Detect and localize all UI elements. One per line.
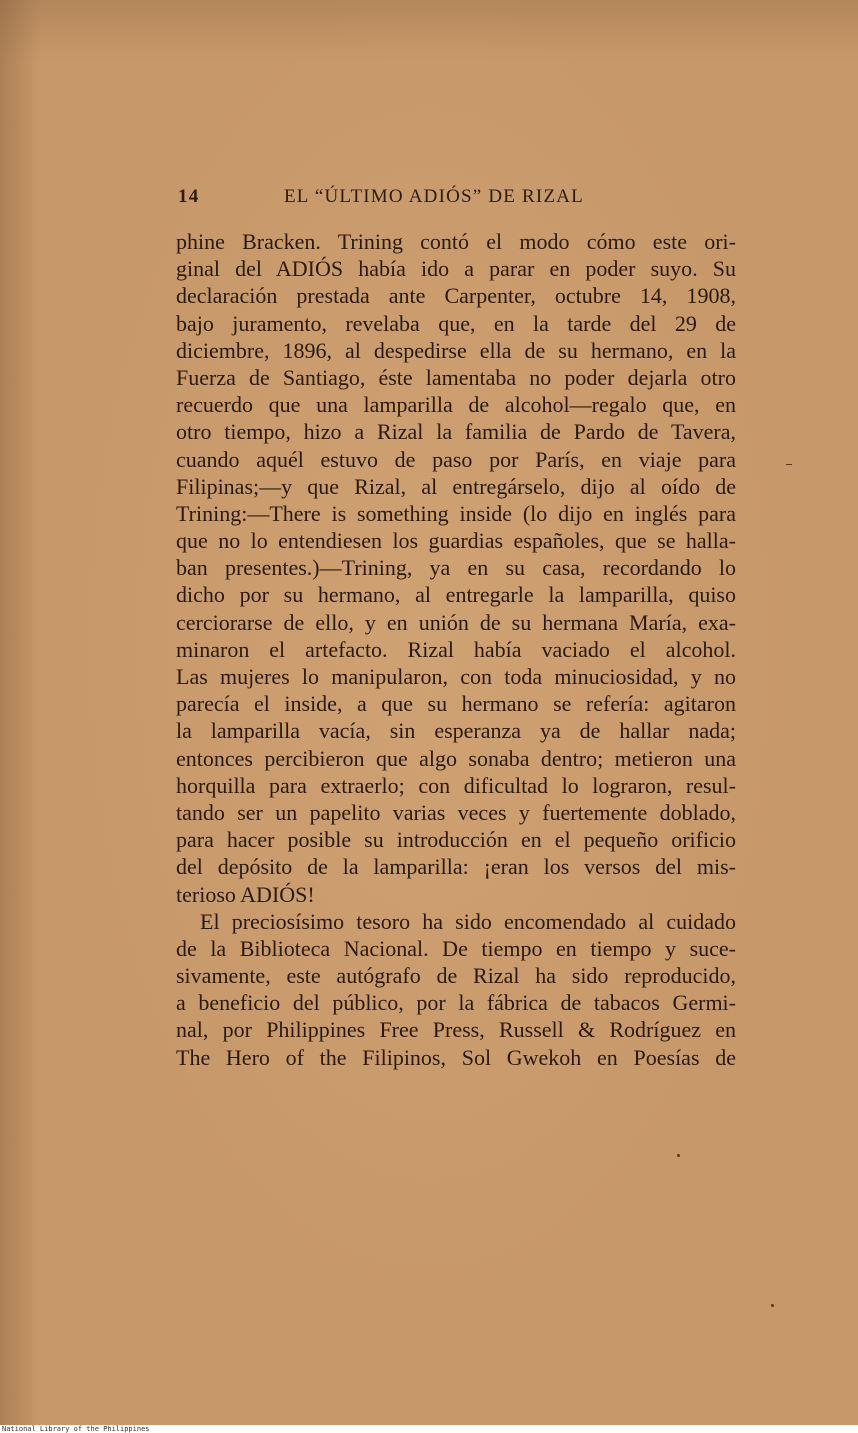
paper-speck: [786, 464, 792, 465]
text-line: cuando aquél estuvo de paso por París, en viaje para: [176, 446, 736, 472]
page-number: 14: [178, 186, 200, 207]
text-line: de la Biblioteca Nacional. De tiempo en tiempo y suce-: [176, 935, 736, 961]
text-line: minaron el artefacto. Rizal había vaciado el alcohol.: [176, 636, 736, 662]
text-line: bajo juramento, revelaba que, en la tarde del 29 de: [176, 310, 736, 336]
text-line: Fuerza de Santiago, éste lamentaba no poder dejarla otro: [176, 364, 736, 390]
text-line: que no lo entendiesen los guardias españoles, que se halla-: [176, 528, 736, 554]
text-line: dicho por su hermano, al entregarle la lamparilla, quiso: [176, 582, 736, 608]
text-line: The Hero of the Filipinos, Sol Gwekoh en Poesías de: [176, 1044, 736, 1070]
text-line: Trining:—There is something inside (lo dijo en inglés para: [176, 500, 736, 526]
library-credit: National Library of the Philippines: [2, 1425, 150, 1433]
text-line: terioso ADIÓS!: [176, 881, 315, 907]
text-line: nal, por Philippines Free Press, Russell & Rodríguez en: [176, 1017, 736, 1043]
text-line: la lamparilla vacía, sin esperanza ya de hallar nada;: [176, 718, 736, 744]
body-text: [176, 228, 736, 1071]
text-line: horquilla para extraerlo; con dificultad lo lograron, resul-: [176, 772, 736, 798]
text-line: parecía el inside, a que su hermano se refería: agitaron: [176, 691, 736, 717]
paper-speck: [771, 1304, 774, 1307]
text-line: otro tiempo, hizo a Rizal la familia de Pardo de Tavera,: [176, 419, 736, 445]
text-line: phine Bracken. Trining contó el modo cómo este ori-: [176, 229, 736, 254]
running-title: EL “ÚLTIMO ADIÓS” DE RIZAL: [284, 186, 584, 207]
footer-bar: [0, 1425, 858, 1433]
text-line: diciembre, 1896, al despedirse ella de su hermano, en la: [176, 337, 736, 363]
text-line: ginal del ADIÓS había ido a parar en poder suyo. Su: [176, 256, 736, 282]
text-line: entonces percibieron que algo sonaba dentro; metieron una: [176, 745, 736, 771]
text-line: a beneficio del público, por la fábrica de tabacos Germi-: [176, 990, 736, 1016]
paper-speck: [677, 1154, 680, 1157]
text-line: cerciorarse de ello, y en unión de su hermana María, exa-: [176, 609, 736, 635]
text-line: Las mujeres lo manipularon, con toda minuciosidad, y no: [176, 664, 736, 689]
text-line: El preciosísimo tesoro ha sido encomendado al cuidado: [200, 908, 736, 934]
text-line: sivamente, este autógrafo de Rizal ha sido reproducido,: [176, 963, 736, 989]
text-line: ban presentes.)—Trining, ya en su casa, recordando lo: [176, 555, 736, 581]
text-line: tando ser un papelito varias veces y fuertemente doblado,: [176, 799, 736, 825]
text-line: recuerdo que una lamparilla de alcohol—regalo que, en: [176, 392, 736, 418]
text-line: del depósito de la lamparilla: ¡eran los versos del mis-: [176, 854, 736, 880]
text-line: declaración prestada ante Carpenter, octubre 14, 1908,: [176, 283, 736, 309]
running-head: [176, 186, 736, 210]
text-line: Filipinas;—y que Rizal, al entregárselo, dijo al oído de: [176, 473, 736, 499]
text-line: para hacer posible su introducción en el pequeño orificio: [176, 827, 736, 853]
